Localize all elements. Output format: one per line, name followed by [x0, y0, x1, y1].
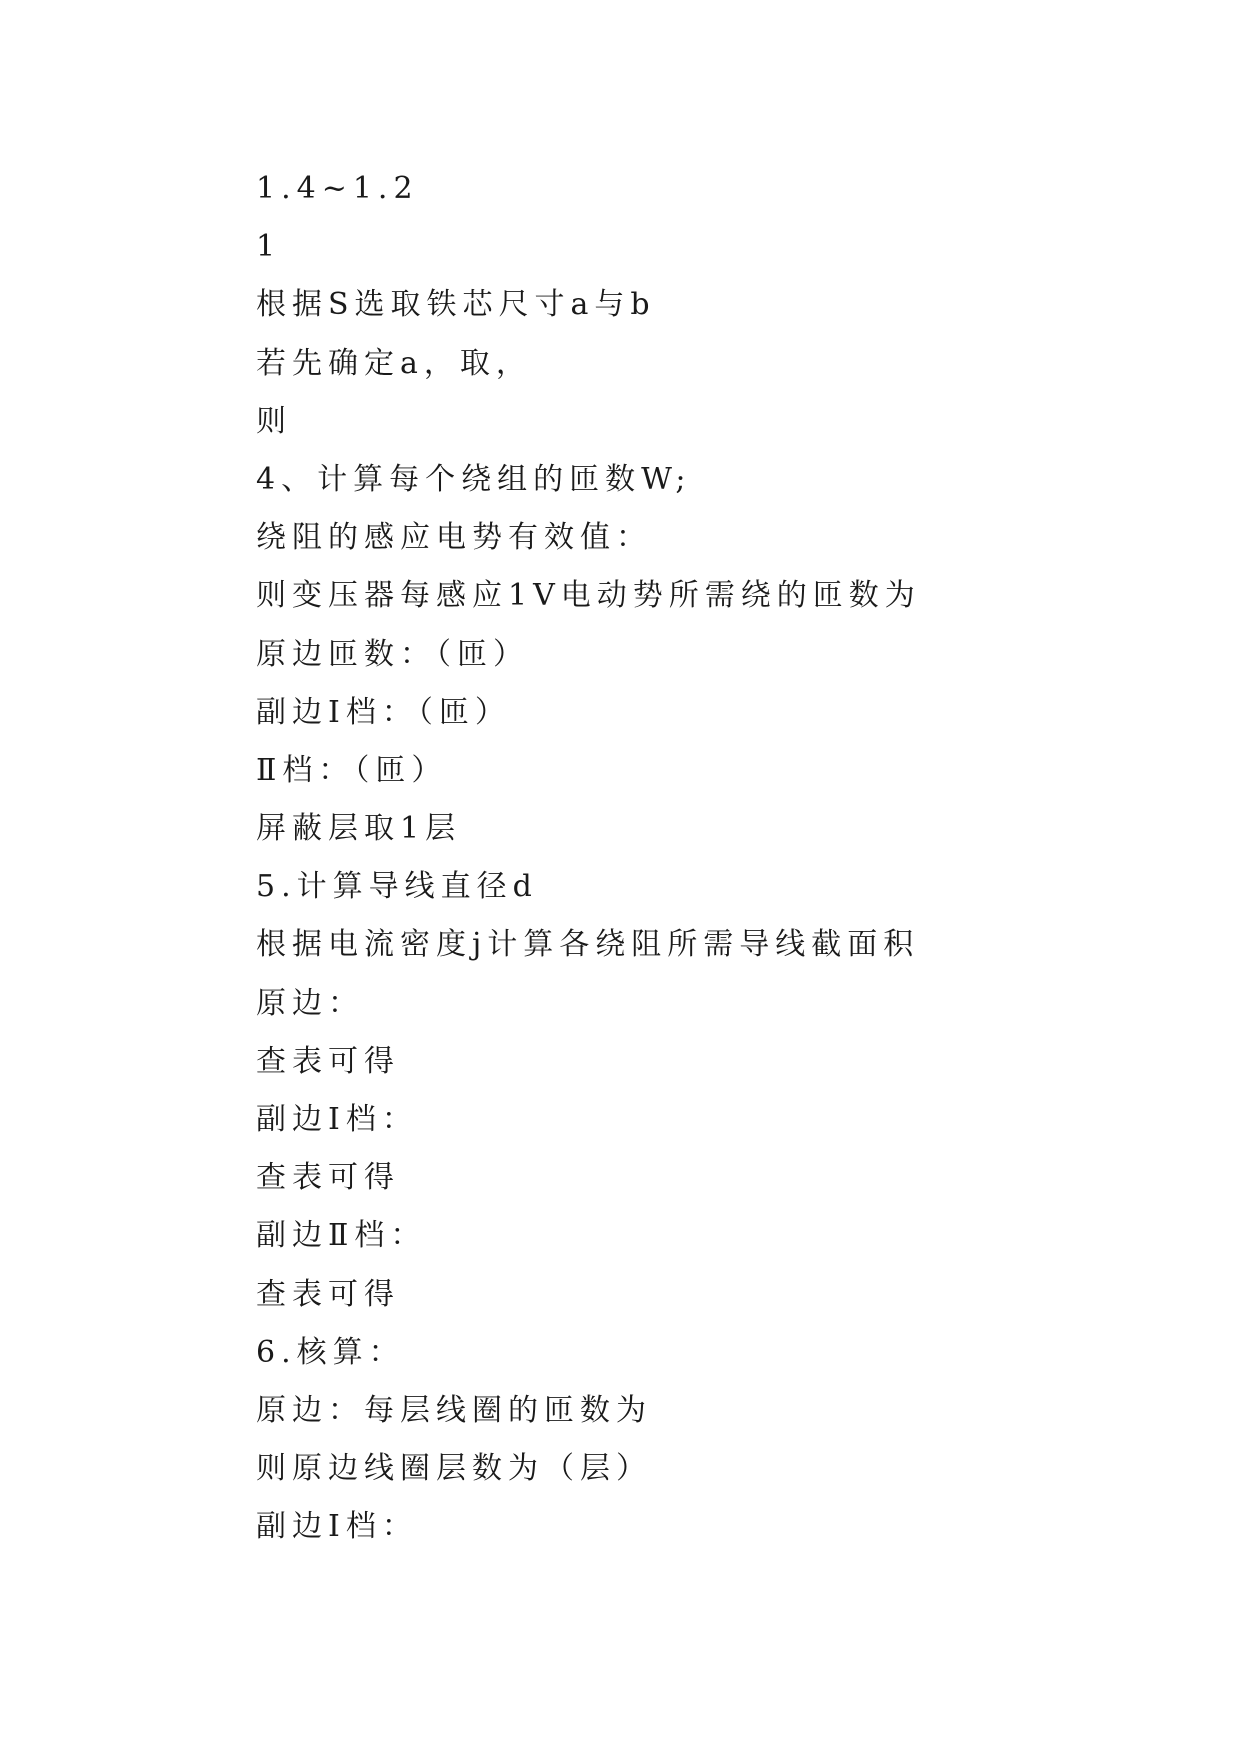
document-body — [256, 160, 1196, 1557]
line-secondary-1-check: 副边Ⅰ档： — [256, 1509, 418, 1545]
line-primary-turns: 原边匝数：（匝） — [256, 636, 529, 672]
line-then: 则 — [256, 403, 292, 439]
line-primary-label: 原边： — [256, 985, 364, 1021]
line-table-lookup-2: 查表可得 — [256, 1160, 400, 1196]
line-secondary-1-turns: 副边Ⅰ档：（匝） — [256, 694, 511, 730]
line-secondary-2-label: 副边Ⅱ档： — [256, 1218, 427, 1254]
line-emf-rms: 绕阻的感应电势有效值： — [256, 520, 652, 556]
heading-step-4: 4、计算每个绕组的匝数W; — [256, 461, 692, 497]
line-ratio-range: 1.4~1.2 — [256, 171, 419, 206]
line-determine-a: 若先确定a，取， — [256, 345, 532, 381]
line-secondary-1-label: 副边Ⅰ档： — [256, 1102, 418, 1137]
line-secondary-2-turns: Ⅱ档：（匝） — [256, 752, 448, 788]
line-shield-layer: 屏蔽层取1层 — [256, 811, 462, 847]
line-table-lookup-1: 查表可得 — [256, 1043, 400, 1079]
line-select-core: 根据S选取铁芯尺寸a与b — [256, 287, 656, 323]
line-turns-per-volt: 则变压器每感应1V电动势所需绕的匝数为 — [256, 578, 921, 614]
line-table-lookup-3: 查表可得 — [256, 1276, 400, 1312]
line-current-density: 根据电流密度j计算各绕阻所需导线截面积 — [256, 927, 920, 963]
line-primary-layer-count: 则原边线圈层数为（层） — [256, 1451, 652, 1487]
line-one: 1 — [256, 229, 282, 265]
heading-step-5: 5.计算导线直径d — [256, 869, 538, 905]
heading-step-6: 6.核算： — [256, 1334, 405, 1370]
line-primary-turns-per-layer: 原边：每层线圈的匝数为 — [256, 1392, 652, 1428]
